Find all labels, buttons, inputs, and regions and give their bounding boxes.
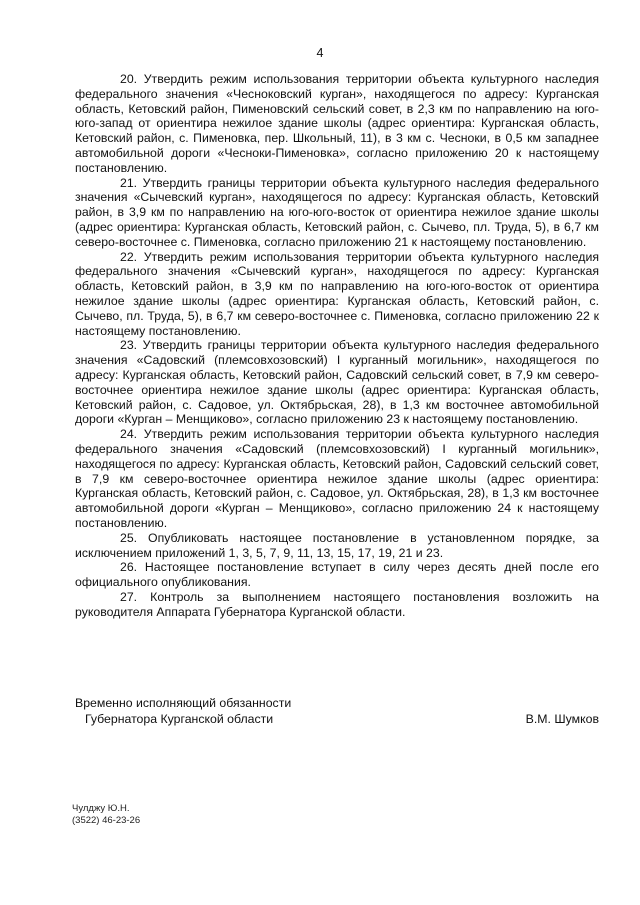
signatory-position-line1: Временно исполняющий обязанности [75, 696, 292, 710]
signature-block [75, 695, 599, 727]
signatory-name: В.М. Шумков [525, 712, 599, 726]
signatory-position-line2: Губернатора Курганской области [85, 712, 274, 726]
document-body [75, 72, 599, 619]
paragraph-22: 22. Утвердить режим использования территории объекта культурного наследия федерального значения «Сычевский курган», находящегося по адресу: Курганская область, Кетовский район, в 3,9 км по направлению на юго-юго-восток от ориентира нежилое здание школы (адрес ориентира: Курганская область, Кетовский район, с. Сычево, пл. Труда, 5), в 6,7 км северо-восточнее с. Пименовка, согласно приложению 22 к настоящему постановлению. [75, 249, 599, 338]
contact-name: Чулджу Ю.Н. [72, 803, 130, 814]
paragraph-20: 20. Утвердить режим использования территории объекта культурного наследия федерального значения «Чесноковский курган», находящегося по адресу: Курганская область, Кетовский район, Пименовский сельский совет, в 2,3 км по направлению на юго-юго-запад от ориентира нежилое здание школы (адрес ориентира: Курганская область, Кетовский район, с. Пименовка, пер. Школьный, 11), в 3 км с. Чесноки, в 0,5 км западнее автомобильной дороги «Чесноки-Пименовка», согласно приложению 20 к настоящему постановлению. [75, 72, 599, 175]
contact-block [72, 803, 140, 827]
contact-phone: (3522) 46-23-26 [72, 815, 141, 826]
paragraph-27: 27. Контроль за выполнением настоящего постановления возложить на руководителя Аппарата Губернатора Курганской области. [75, 589, 599, 619]
signature-row [75, 711, 599, 727]
paragraph-25: 25. Опубликовать настоящее постановление в установленном порядке, за исключением приложений 1, 3, 5, 7, 9, 11, 13, 15, 17, 19, 21 и 23. [75, 530, 599, 560]
paragraph-23: 23. Утвердить границы территории объекта культурного наследия федерального значения «Садовский (племсовхозовский) I курганный могильник», находящегося по адресу: Курганская область, Кетовский район, Садовский сельский совет, в 7,9 км северо-восточнее ориентира нежилое здание школы (адрес ориентира: Курганская область, Кетовский район, с. Садовое, ул. Октябрьская, 28), в 1,3 км восточнее автомобильной дороги «Курган – Менщиково», согласно приложению 23 к настоящему постановлению. [75, 338, 599, 427]
paragraph-24: 24. Утвердить режим использования территории объекта культурного наследия федерального значения «Садовский (племсовхозовский) I курганный могильник», находящегося по адресу: Курганская область, Кетовский район, Садовский сельский совет, в 7,9 км северо-восточнее ориентира нежилое здание школы (адрес ориентира: Курганская область, Кетовский район, с. Садовое, ул. Октябрьская, 28), в 1,3 км восточнее автомобильной дороги «Курган – Менщиково», согласно приложению 24 к настоящему постановлению. [75, 427, 599, 530]
paragraph-26: 26. Настоящее постановление вступает в силу через десять дней после его официального опубликования. [75, 560, 599, 590]
page-number: 4 [316, 46, 324, 60]
paragraph-21: 21. Утвердить границы территории объекта культурного наследия федерального значения «Сычевский курган», находящегося по адресу: Курганская область, Кетовский район, в 3,9 км по направлению на юго-юго-восток от ориентира нежилое здание школы (адрес ориентира: Курганская область, Кетовский район, с. Сычево, пл. Труда, 5), в 6,7 км северо-восточнее с. Пименовка, согласно приложению 21 к настоящему постановлению. [75, 175, 599, 249]
